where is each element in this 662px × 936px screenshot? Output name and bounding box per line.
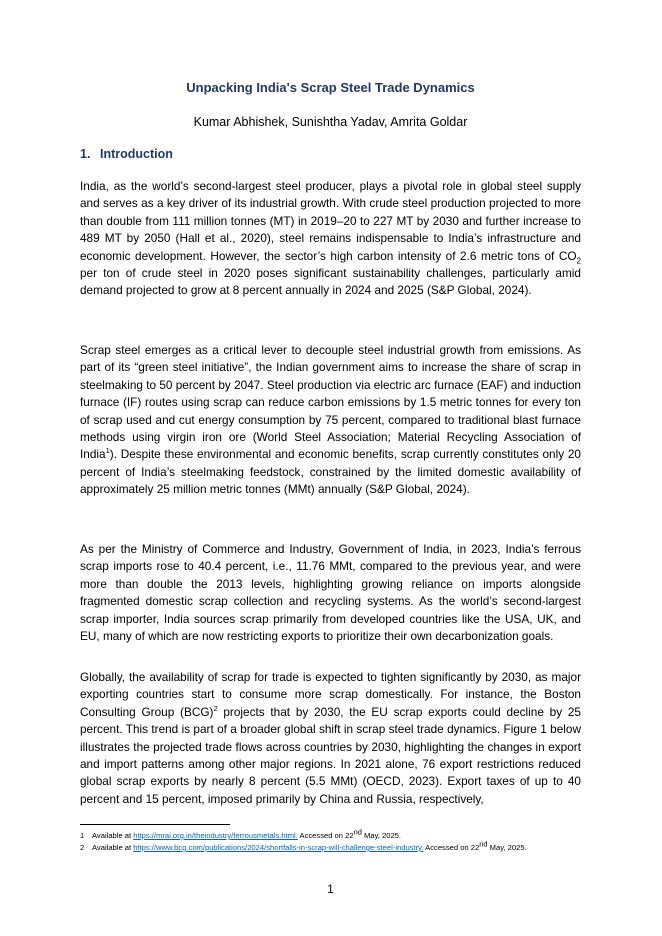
- footnote-1-prefix: Available at: [92, 831, 134, 840]
- footnote-2-accessed: Accessed on 22: [423, 843, 480, 852]
- footnote-1-mark: 1: [80, 831, 85, 840]
- footnote-ref-2[interactable]: 2: [213, 703, 218, 713]
- footnote-1: [80, 827, 600, 841]
- footnote-2-date: May, 2025.: [487, 843, 527, 852]
- footnote-1-ordinal: nd: [353, 827, 362, 837]
- co2-subscript: 2: [576, 255, 581, 265]
- paragraph-2-text-a: Scrap steel emerges as a critical lever to decouple steel industrial growth from emissions. As part of its “green steel initiative”, the Indian government aims to increase the share of scrap in steelmaking to 50 percent by 2047. Steel production via electric arc furnace (EAF) and induction furnace (IF) routes using scrap can reduce carbon emissions by 1.5 metric tonnes for every ton of scrap used and cut energy consumption by 75 percent, compared to traditional blast furnace methods using virgin iron ore (World Steel Association; Material Recycling Association of India: [80, 343, 581, 462]
- paragraph-2-text-b: ). Despite these environmental and economic benefits, scrap currently constitutes only 20 percent of India’s steelmaking feedstock, constrained by the limited domestic availability of approximately 25 million metric tonnes (MMt) annually (S&P Global, 2024).: [80, 447, 581, 497]
- paragraph-2: [80, 342, 581, 499]
- section-title: Introduction: [100, 147, 173, 161]
- paragraph-1-text-b: per ton of crude steel in 2020 poses significant sustainability challenges, particularly amid demand projected to grow at 8 percent annually in 2024 and 2025 (S&P Global, 2024).: [80, 266, 581, 298]
- footnote-2-prefix: Available at: [92, 843, 134, 852]
- section-number: 1.: [80, 147, 91, 161]
- page-number: 1: [327, 884, 334, 896]
- paragraph-3: As per the Ministry of Commerce and Industry, Government of India, in 2023, India’s ferrous scrap imports rose to 40.4 percent, i.e., 11.76 MMt, compared to the previous year, and were more than double the 2013 levels, highlighting growing reliance on imports alongside fragmented domestic scrap collection and recycling systems. As the world’s second-largest scrap importer, India sources scrap primarily from developed countries like the USA, UK, and EU, many of which are now restricting exports to prioritize their own decarbonization goals.: [80, 542, 581, 644]
- paragraph-4-text-b: projects that by 2030, the EU scrap exports could decline by 25 percent. This trend is part of a broader global shift in scrap steel trade dynamics. Figure 1 below illustrates the projected trade flows across countries by 2030, highlighting the changes in export and import patterns among other major regions. In 2021 alone, 76 export restrictions reduced global scrap exports by nearly 8 percent (5.5 MMt) (OECD, 2023). Export taxes of up to 40 percent and 15 percent, imposed primarily by China and Russia, respectively,: [80, 704, 581, 806]
- footnote-1-accessed: Accessed on 22: [297, 831, 354, 840]
- paragraph-4-text-a: Globally, the availability of scrap for trade is expected to tighten significantly by 2030, as major exporting countries start to consume more scrap domestically. For instance, the Boston Consulting Group (BCG): [80, 670, 581, 719]
- footnote-2-mark: 2: [80, 843, 85, 852]
- footnote-ref-1[interactable]: 1: [105, 446, 110, 456]
- footnote-1-date: May, 2025.: [361, 831, 402, 840]
- footnote-2: [80, 839, 600, 853]
- paper-title: Unpacking India's Scrap Steel Trade Dynamics: [186, 80, 475, 95]
- section-heading-introduction: [80, 147, 173, 161]
- paragraph-1-text-a: India, as the world’s second-largest steel producer, plays a pivotal role in global steel supply and serves as a key driver of its industrial growth. With crude steel production projected to more than double from 111 million tonnes (MT) in 2019–20 to 227 MT by 2030 and further increase to 489 MT by 2050 (Hall et al., 2020), steel remains indispensable to India’s infrastructure and economic development. However, the sector’s high carbon intensity of 2.6 metric tons of CO: [80, 179, 581, 263]
- author-list: Kumar Abhishek, Sunishtha Yadav, Amrita Goldar: [193, 115, 468, 129]
- footnote-2-ordinal: nd: [479, 839, 488, 849]
- paragraph-4: [80, 669, 581, 808]
- paragraph-1: [80, 178, 581, 300]
- footnote-divider: [80, 824, 230, 825]
- footnote-2-link[interactable]: https://www.bcg.com/publications/2024/shortfalls-in-scrap-will-challenge-steel-industry.: [133, 843, 424, 852]
- footnote-1-link[interactable]: https://mrai.org.in/theindustry/ferrousmetals.html.: [133, 831, 298, 840]
